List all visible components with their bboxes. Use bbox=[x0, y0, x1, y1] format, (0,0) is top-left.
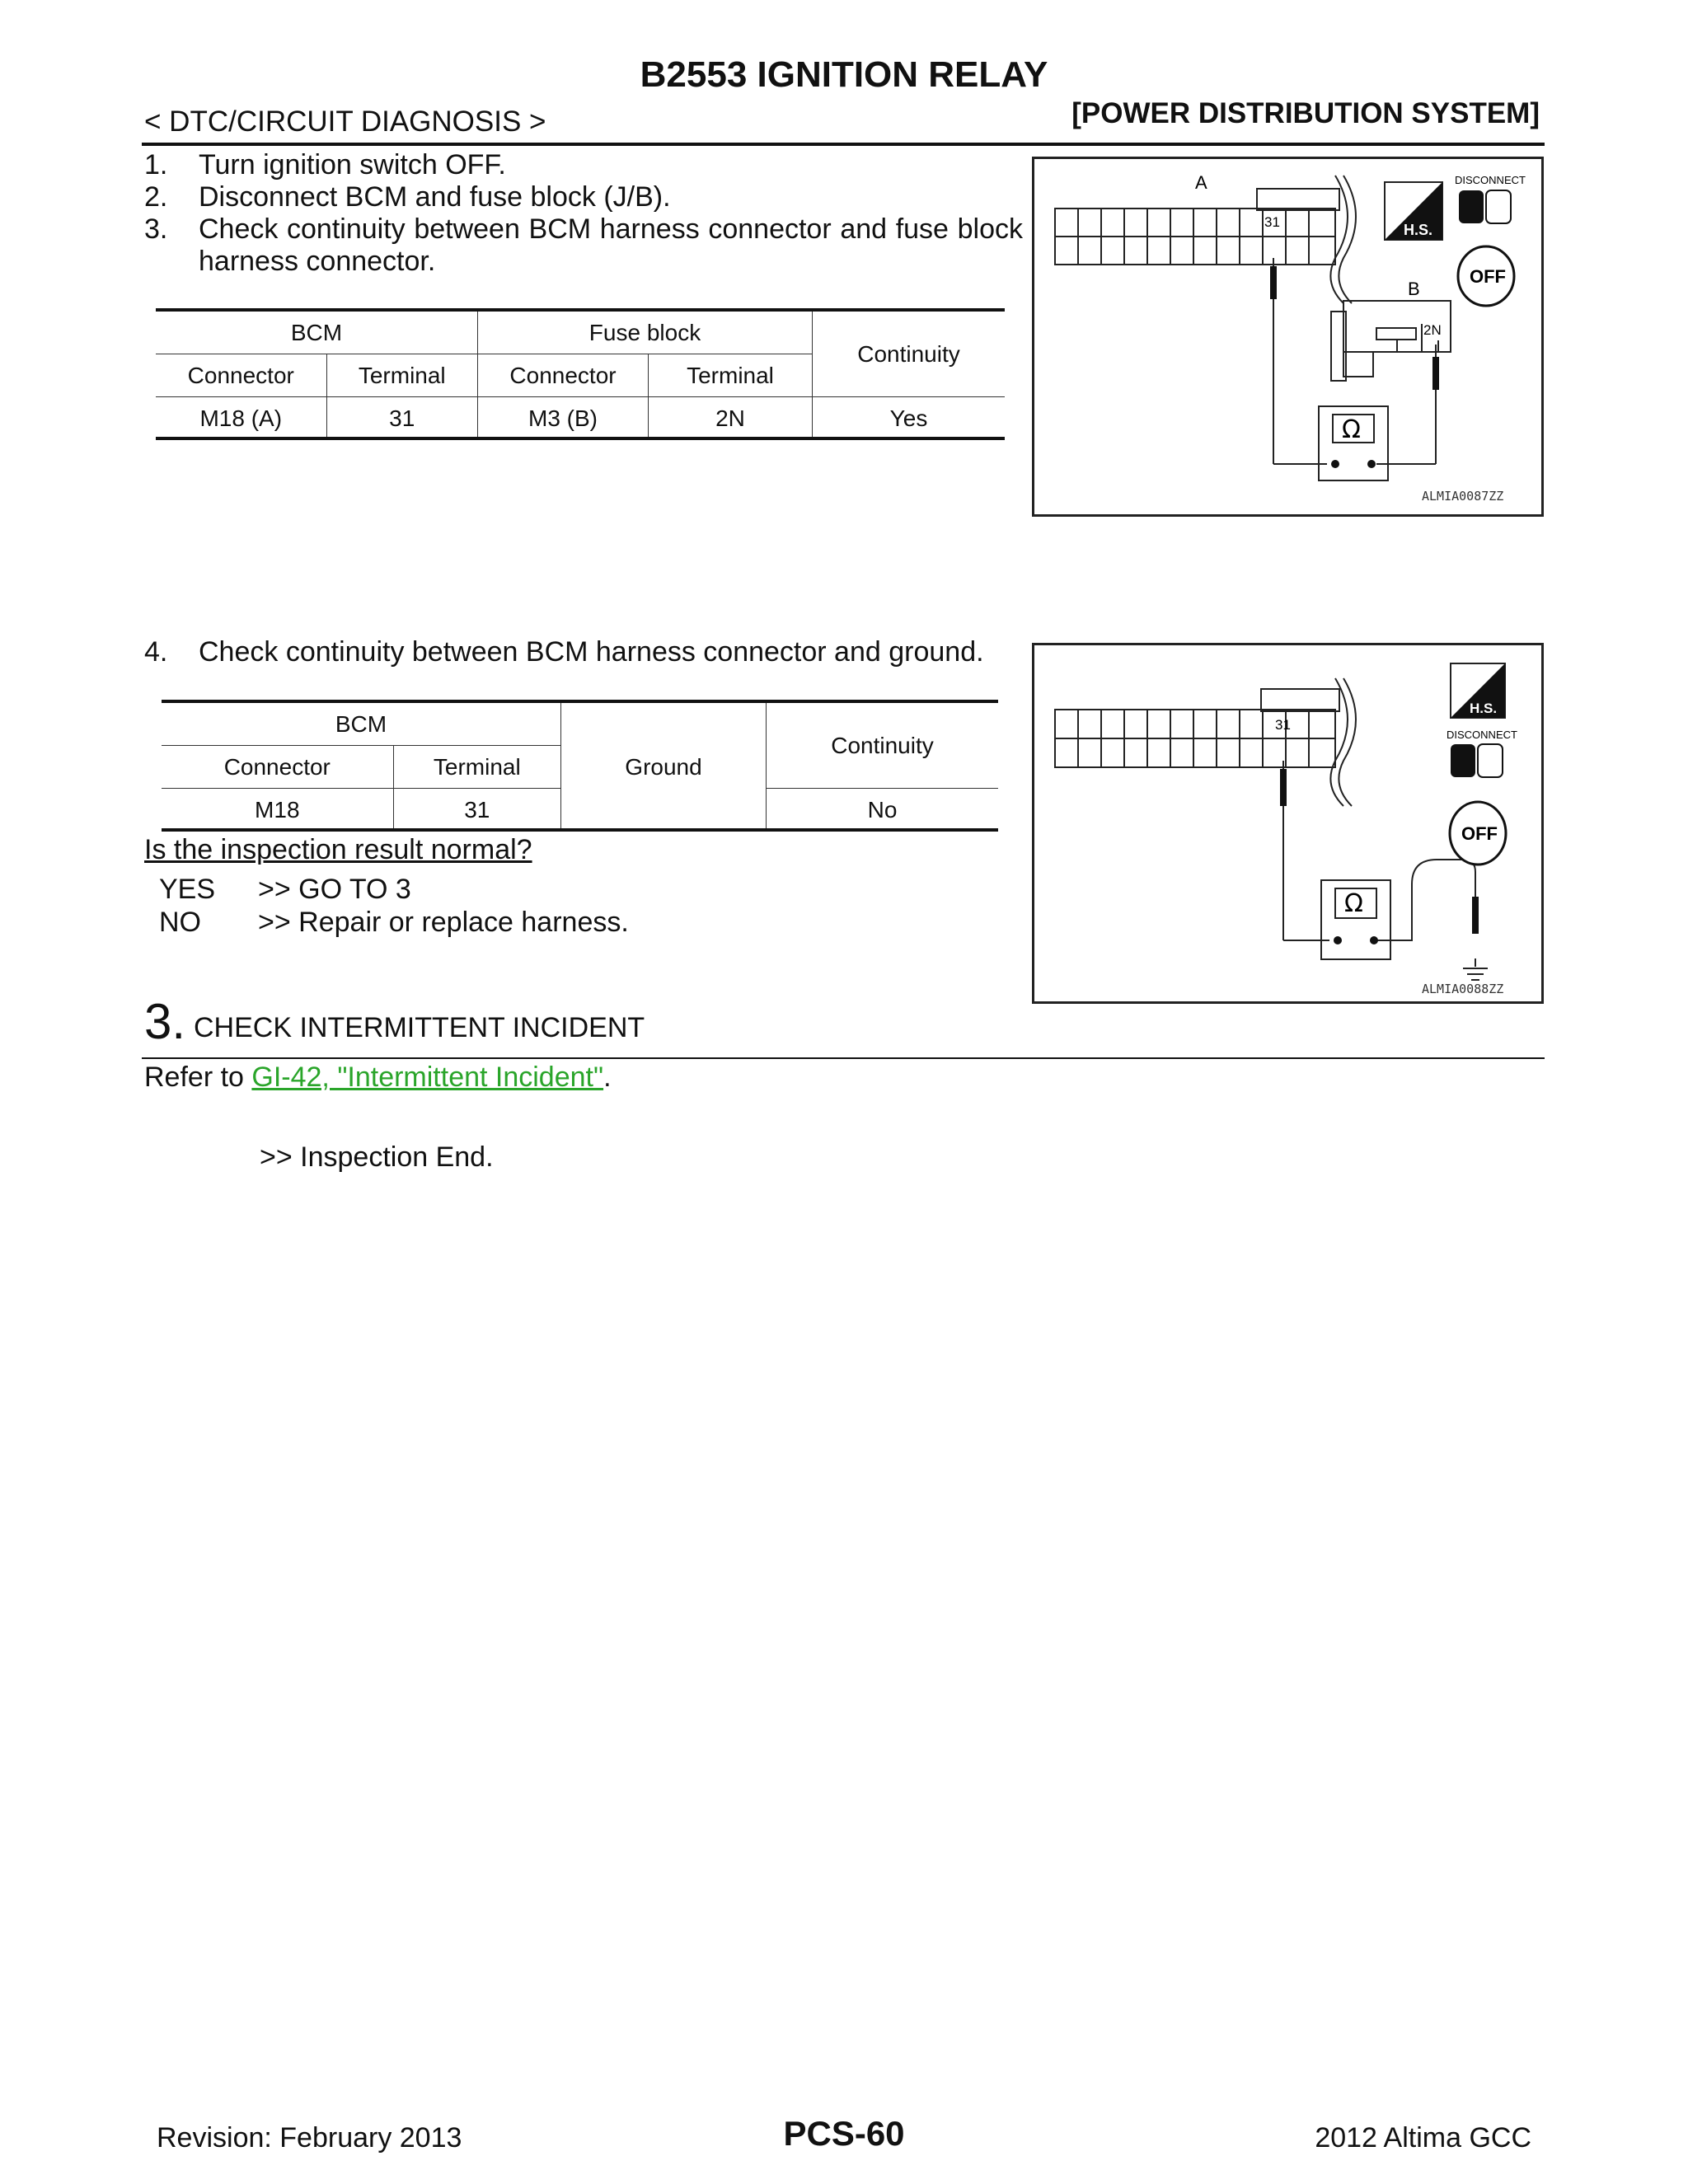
list-item bbox=[144, 636, 1034, 669]
step-text: Disconnect BCM and fuse block (J/B). bbox=[199, 181, 671, 213]
figure-bcm-to-ground bbox=[1032, 643, 1544, 1004]
wiring-diagram-1 bbox=[1034, 159, 1541, 514]
table-cell: M3 (B) bbox=[478, 397, 649, 440]
table-cell: M18 bbox=[162, 789, 393, 832]
inspection-question: Is the inspection result normal? bbox=[144, 834, 532, 865]
table-cell: No bbox=[767, 789, 999, 832]
table-header: Connector bbox=[156, 354, 326, 397]
page-title: B2553 IGNITION RELAY bbox=[640, 54, 1048, 95]
intermittent-incident-link[interactable]: GI-42, "Intermittent Incident" bbox=[251, 1062, 604, 1093]
step-title: CHECK INTERMITTENT INCIDENT bbox=[194, 1012, 645, 1043]
step-rule bbox=[142, 1057, 1545, 1059]
section-label: < DTC/CIRCUIT DIAGNOSIS > bbox=[144, 105, 546, 138]
table-cell: Yes bbox=[813, 397, 1006, 440]
terminal-label: 2N bbox=[1423, 322, 1442, 338]
page-number: PCS-60 bbox=[783, 2114, 905, 2153]
table-cell: 2N bbox=[649, 397, 813, 440]
table-rule bbox=[162, 828, 998, 832]
table-cell: 31 bbox=[393, 789, 560, 832]
step-number: 4. bbox=[144, 636, 168, 668]
table-header: Continuity bbox=[813, 312, 1006, 397]
answer-text-no: >> Repair or replace harness. bbox=[258, 907, 629, 938]
table-header: Continuity bbox=[767, 703, 999, 789]
step-text: Turn ignition switch OFF. bbox=[199, 149, 506, 180]
terminal-label: 31 bbox=[1264, 214, 1280, 230]
disconnect-label: DISCONNECT bbox=[1455, 174, 1526, 186]
step-text: Check continuity between BCM harness connector and fuse block harness connector. bbox=[199, 213, 1023, 277]
refer-suffix: . bbox=[603, 1062, 612, 1093]
table-header: Terminal bbox=[393, 746, 560, 789]
answer-key-yes: YES bbox=[159, 874, 216, 905]
disconnect-icon bbox=[1459, 190, 1511, 223]
table-rule bbox=[156, 437, 1005, 440]
connector-b-label: B bbox=[1408, 279, 1420, 299]
step-number: 3. bbox=[144, 994, 186, 1049]
table-header: BCM bbox=[290, 319, 343, 345]
list-item bbox=[144, 181, 1018, 213]
refer-line bbox=[144, 1062, 612, 1094]
table-header: Connector bbox=[162, 746, 393, 789]
figure-code: ALMIA0088ZZ bbox=[1422, 982, 1504, 996]
disconnect-label: DISCONNECT bbox=[1447, 729, 1517, 741]
terminal-label: 31 bbox=[1275, 717, 1291, 733]
answer-text-yes: >> GO TO 3 bbox=[258, 874, 411, 905]
ignition-off-icon bbox=[1458, 246, 1514, 306]
figure-code: ALMIA0087ZZ bbox=[1422, 489, 1504, 504]
wiring-diagram-2 bbox=[1034, 645, 1541, 1001]
hs-label: H.S. bbox=[1404, 222, 1433, 238]
table-cell: M18 (A) bbox=[156, 397, 326, 440]
disconnect-icon bbox=[1451, 744, 1503, 777]
step-number: 1. bbox=[144, 149, 168, 180]
table-header: Fuse block bbox=[478, 312, 813, 354]
list-item bbox=[144, 213, 1023, 279]
figure-bcm-to-fuse-block bbox=[1032, 157, 1544, 517]
hand-sensor-icon bbox=[1385, 182, 1442, 240]
continuity-table-fuse-block bbox=[156, 312, 1005, 439]
ohm-icon: Ω bbox=[1344, 889, 1363, 918]
table-cell: 31 bbox=[326, 397, 477, 440]
hand-sensor-icon bbox=[1451, 663, 1505, 718]
inspection-end: >> Inspection End. bbox=[260, 1141, 494, 1173]
ignition-off-icon bbox=[1450, 802, 1506, 865]
off-label: OFF bbox=[1461, 823, 1498, 844]
hs-label: H.S. bbox=[1470, 701, 1498, 716]
table-header: Terminal bbox=[649, 354, 813, 397]
table-header: Terminal bbox=[326, 354, 477, 397]
system-label: [POWER DISTRIBUTION SYSTEM] bbox=[1071, 97, 1540, 129]
model-name: 2012 Altima GCC bbox=[1315, 2122, 1531, 2154]
header-rule bbox=[142, 143, 1545, 146]
table-header: Ground bbox=[561, 703, 767, 831]
table-header: BCM bbox=[335, 710, 387, 737]
answer-key-no: NO bbox=[159, 907, 201, 938]
step-text: Check continuity between BCM harness connector and ground. bbox=[199, 636, 984, 668]
ohm-icon: Ω bbox=[1342, 415, 1361, 444]
refer-prefix: Refer to bbox=[144, 1062, 252, 1093]
step-number: 3. bbox=[144, 213, 168, 245]
table-row bbox=[156, 397, 1005, 440]
off-label: OFF bbox=[1470, 266, 1506, 287]
connector-a-label: A bbox=[1195, 172, 1207, 193]
step-number: 2. bbox=[144, 181, 168, 213]
procedure-steps bbox=[144, 149, 1023, 281]
list-item bbox=[144, 149, 1018, 181]
table-header: Connector bbox=[478, 354, 649, 397]
revision-date: Revision: February 2013 bbox=[157, 2122, 462, 2154]
continuity-table-ground bbox=[162, 703, 998, 831]
